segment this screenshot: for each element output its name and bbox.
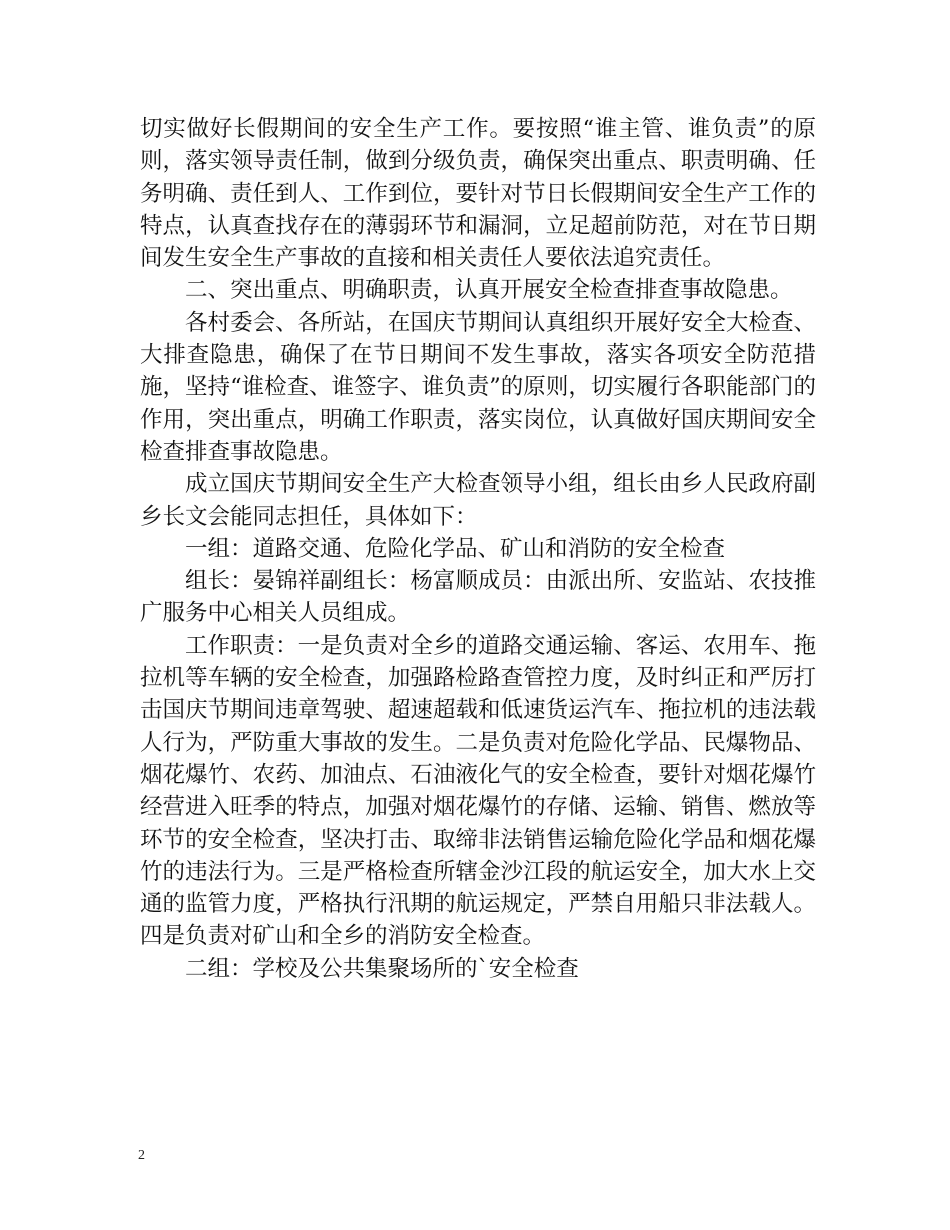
- paragraph-4: 成立国庆节期间安全生产大检查领导小组，组长由乡人民政府副乡长文会能同志担任，具体如下：: [140, 471, 816, 530]
- paragraph-5: 一组：道路交通、危险化学品、矿山和消防的安全检查: [185, 535, 726, 562]
- paragraph-6: 组长：晏锦祥副组长：杨富顺成员：由派出所、安监站、农技推广服务中心相关人员组成。: [140, 568, 816, 627]
- document-body: [140, 113, 816, 985]
- paragraph-2: 二、突出重点、明确职责，认真开展安全检查排查事故隐患。: [185, 277, 793, 304]
- paragraph-8: 二组：学校及公共集聚场所的`安全检查: [185, 955, 579, 982]
- page-number: 2: [138, 1148, 145, 1163]
- paragraph-3: 各村委会、各所站，在国庆节期间认真组织开展好安全大检查、大排查隐患，确保了在节日期间不发生事故，落实各项安全防范措施，坚持“谁检查、谁签字、谁负责”的原则，切实履行各职能部门的作用，突出重点，明确工作职责，落实岗位，认真做好国庆期间安全检查排查事故隐患。: [140, 309, 816, 465]
- paragraph-1: 切实做好长假期间的安全生产工作。要按照“谁主管、谁负责”的原则，落实领导责任制，做到分级负责，确保突出重点、职责明确、任务明确、责任到人、工作到位，要针对节日长假期间安全生产工作的特点，认真查找存在的薄弱环节和漏洞，立足超前防范，对在节日期间发生安全生产事故的直接和相关责任人要依法追究责任。: [140, 116, 816, 272]
- paragraph-7: 工作职责：一是负责对全乡的道路交通运输、客运、农用车、拖拉机等车辆的安全检查，加强路检路查管控力度，及时纠正和严厉打击国庆节期间违章驾驶、超速超载和低速货运汽车、拖拉机的违法载人行为，严防重大事故的发生。二是负责对危险化学品、民爆物品、烟花爆竹、农药、加油点、石油液化气的安全检查，要针对烟花爆竹经营进入旺季的特点，加强对烟花爆竹的存储、运输、销售、燃放等环节的安全检查，坚决打击、取缔非法销售运输危险化学品和烟花爆竹的违法行为。三是严格检查所辖金沙江段的航运安全，加大水上交通的监管力度，严格执行汛期的航运规定，严禁自用船只非法载人。四是负责对矿山和全乡的消防安全检查。: [140, 632, 816, 950]
